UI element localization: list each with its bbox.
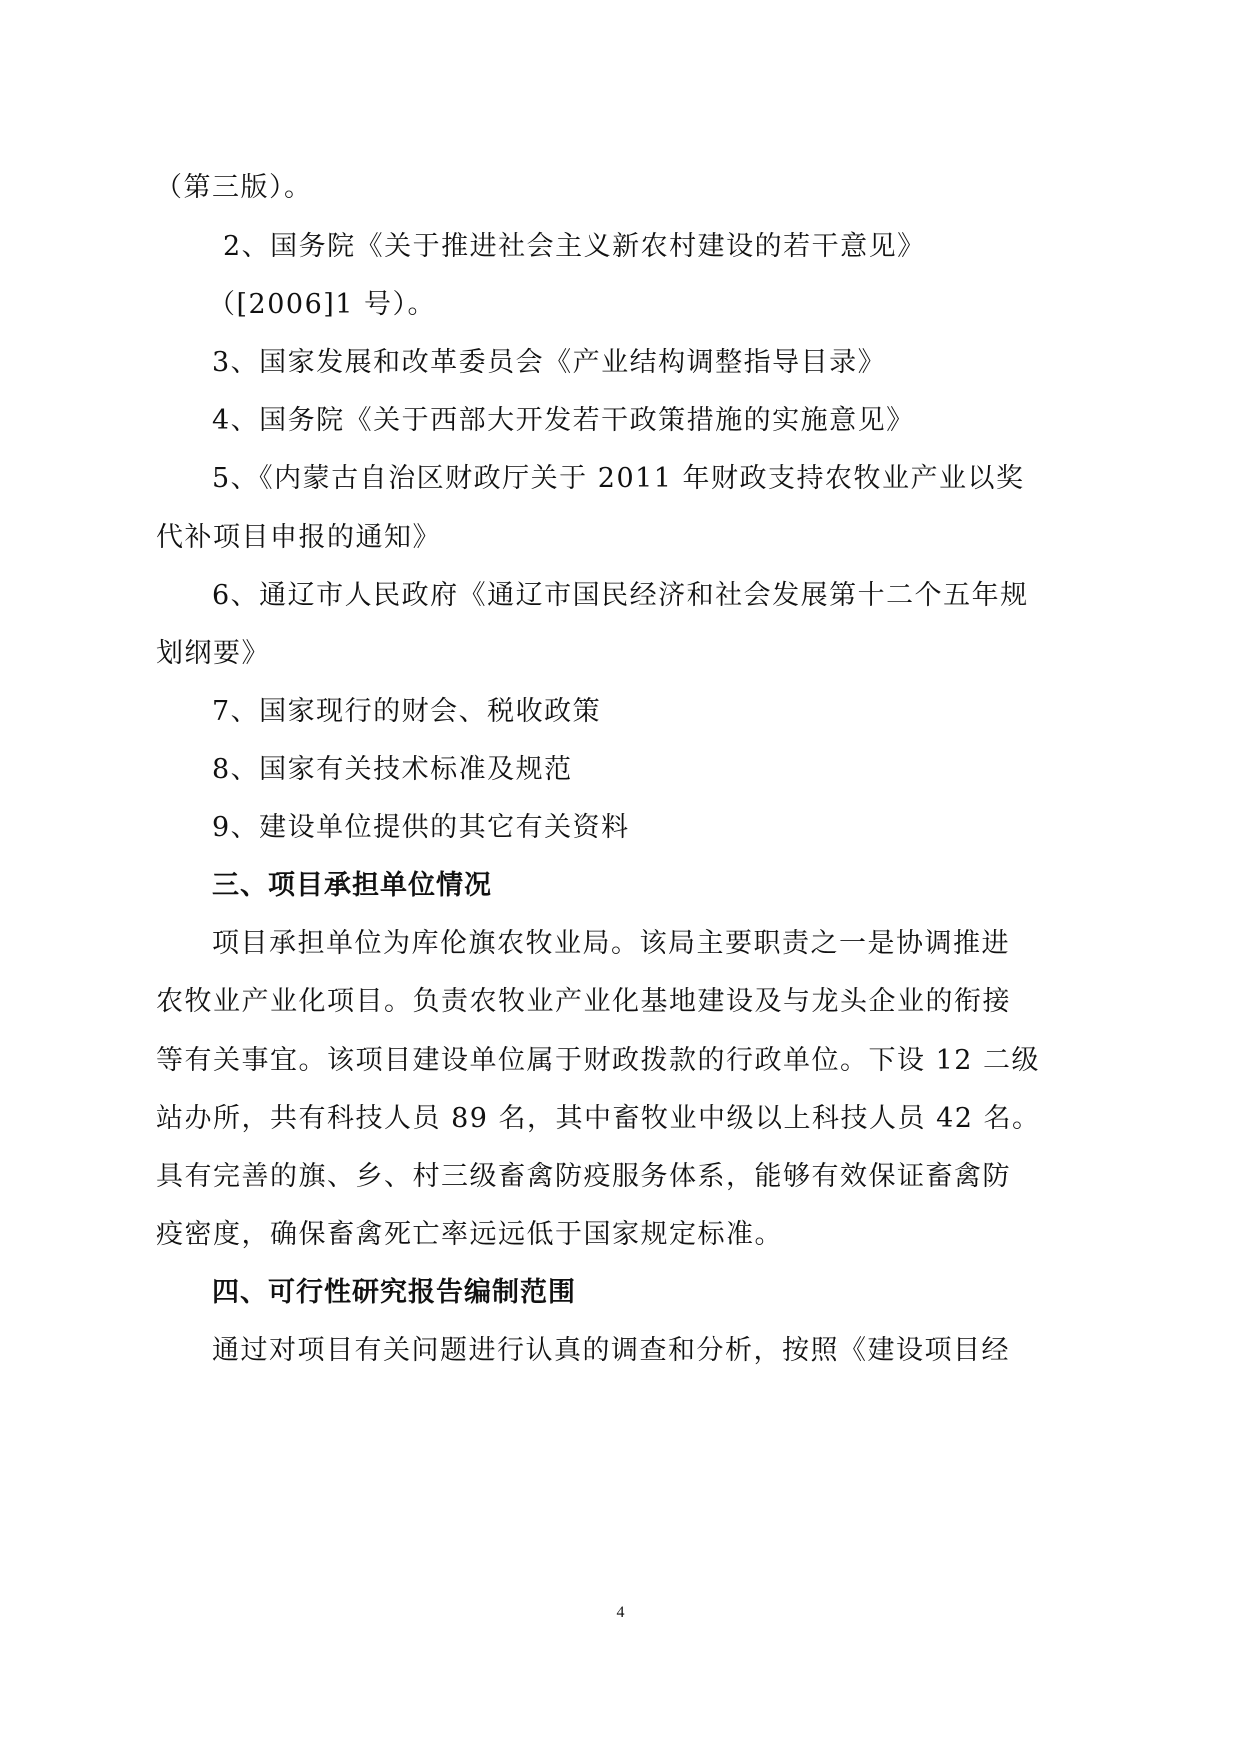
body-line: 代补项目申报的通知》 xyxy=(156,522,441,553)
paragraph-line: 项目承担单位为库伦旗农牧业局。该局主要职责之一是协调推进 xyxy=(212,928,1010,959)
body-line: 7、国家现行的财会、税收政策 xyxy=(212,696,602,727)
body-line: 9、建设单位提供的其它有关资料 xyxy=(212,812,630,843)
paragraph-line: 等有关事宜。该项目建设单位属于财政拨款的行政单位。下设 12 二级 xyxy=(156,1045,1041,1076)
body-line: 8、国家有关技术标准及规范 xyxy=(212,754,573,785)
paragraph-line: 农牧业产业化项目。负责农牧业产业化基地建设及与龙头企业的衔接 xyxy=(156,986,1011,1017)
body-line: 2、国务院《关于推进社会主义新农村建设的若干意见》 xyxy=(223,231,926,262)
paragraph-line: 通过对项目有关问题进行认真的调查和分析，按照《建设项目经 xyxy=(212,1335,1010,1366)
page-number: 4 xyxy=(616,1604,625,1621)
body-line: 6、通辽市人民政府《通辽市国民经济和社会发展第十二个五年规 xyxy=(212,580,1029,611)
paragraph-line: 站办所，共有科技人员 89 名，其中畜牧业中级以上科技人员 42 名。 xyxy=(156,1103,1041,1134)
body-line: （[2006]1 号）。 xyxy=(208,289,437,320)
body-line: 3、国家发展和改革委员会《产业结构调整指导目录》 xyxy=(212,347,887,378)
paragraph-line: 疫密度，确保畜禽死亡率远远低于国家规定标准。 xyxy=(156,1219,783,1250)
body-line: （第三版）。 xyxy=(155,172,313,203)
paragraph-line: 具有完善的旗、乡、村三级畜禽防疫服务体系，能够有效保证畜禽防 xyxy=(156,1161,1011,1192)
body-line: 5、《内蒙古自治区财政厅关于 2011 年财政支持农牧业产业以奖 xyxy=(212,463,1025,494)
section-heading: 四、可行性研究报告编制范围 xyxy=(212,1277,576,1308)
section-heading: 三、项目承担单位情况 xyxy=(212,870,492,901)
body-line: 划纲要》 xyxy=(156,638,270,669)
body-line: 4、国务院《关于西部大开发若干政策措施的实施意见》 xyxy=(212,405,915,436)
